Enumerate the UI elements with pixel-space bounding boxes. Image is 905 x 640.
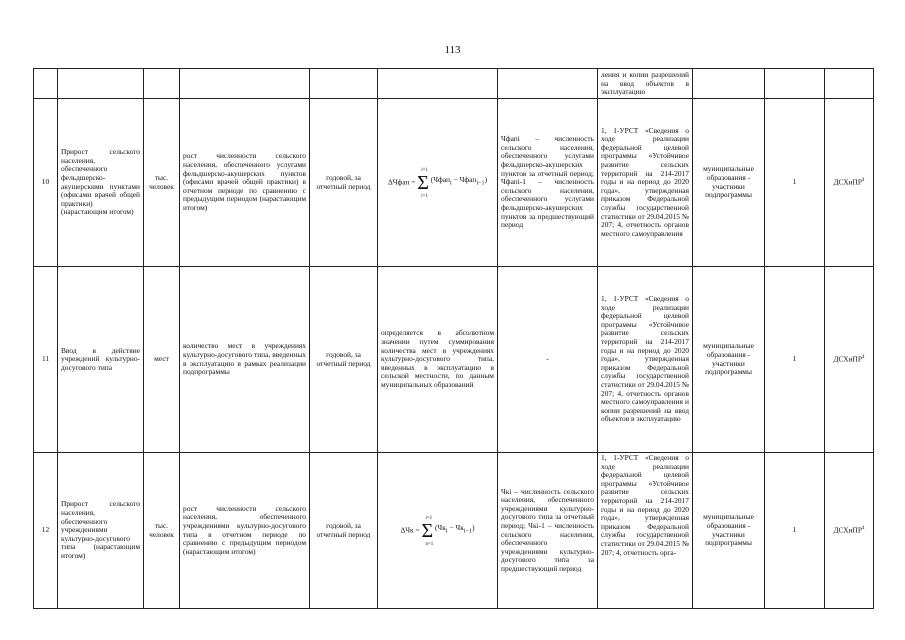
cell-source: ления и копии разрешений на ввод объектов в эксплуатацию — [598, 69, 693, 99]
cell-source: 1, 1-УРСТ «Сведения о ходе реализации федеральной целевой программы «Устойчивое развитие сельских территорий на 214-2017 годы и на период до 2020 года», утвержденная приказом Федеральной службы государственной статистики от 29.04.2015 № 207; 4, отчетность органов местного самоуправления — [598, 99, 693, 267]
cell-definition: количество мест в учреждениях культурно-досугового типа, введенных в эксплуатацию в рамках реализации подпрограммы — [180, 267, 310, 453]
formula-lhs: ΔЧк = — [400, 525, 420, 535]
cell-num: 12 — [34, 453, 58, 609]
cell-variables — [498, 69, 598, 99]
cell-formula — [378, 69, 498, 99]
formula-term-1: (Чк — [434, 523, 446, 533]
formula-close: ) — [484, 175, 488, 185]
table-row — [34, 453, 874, 609]
cell-owner — [825, 267, 874, 453]
cell-variables: Чкi – численность сельского населения, обеспеченного учреждениями культурно-досугового типа за отчетный период; Чкi-1 – численность сельского населения, обеспеченного учреждениями культурно-досугового типа за предшествующий период — [498, 453, 598, 609]
cell-owner — [825, 69, 874, 99]
cell-name: Ввод в действие учреждений культурно-досугового типа — [58, 267, 144, 453]
cell-period: годовой, за отчетный период — [310, 267, 378, 453]
owner-text: ДСХиПР — [833, 354, 863, 364]
formula-term-2: − Чфап — [451, 175, 477, 185]
page-number: 113 — [444, 44, 461, 56]
cell-responsible: муниципальные образования - участники подпрограммы — [693, 267, 765, 453]
formula-term-2: − Чк — [447, 523, 464, 533]
cell-priority: 1 — [765, 267, 825, 453]
sum-upper-limit: i=1 — [421, 167, 429, 173]
formula-subscript: i — [445, 528, 448, 535]
table-row-continued — [34, 69, 874, 99]
cell-unit: тыс. человек — [144, 99, 180, 267]
owner-text: ДСХиПР — [833, 525, 863, 535]
sum-upper-limit: i=1 — [425, 515, 433, 521]
cell-formula — [378, 453, 498, 609]
cell-responsible: муниципальные образования - участники подпрограммы — [693, 453, 765, 609]
footnote-mark: 4 — [862, 526, 865, 532]
cell-definition — [180, 69, 310, 99]
formula-term-1: (Чфап — [430, 175, 450, 185]
cell-definition: рост численности сельского населения, обеспеченного учреждениями культурно-досугового типа в отчетном периоде по сравнению с предыдущим периодом (нарастающим итогом) — [180, 453, 310, 609]
cell-unit — [144, 69, 180, 99]
cell-period: годовой, за отчетный период — [310, 453, 378, 609]
cell-owner — [825, 99, 874, 267]
formula-subscript: i−1 — [463, 528, 473, 535]
cell-source: 1, 1-УРСТ «Сведения о ходе реализации федеральной целевой программы «Устойчивое развитие сельских территорий на 214-2017 годы и на период до 2020 года», утвержденная приказом Федеральной службы государственной статистики от 29.04.2015 № 207; 4, отчетность орга- — [598, 453, 693, 609]
sum-lower-limit: i=1 — [421, 193, 429, 199]
sum-symbol: Σ i=1 i=1 — [417, 167, 429, 199]
formula-subscript: i−1 — [476, 180, 485, 187]
sum-lower-limit: n=1 — [425, 541, 434, 547]
cell-formula — [378, 99, 498, 267]
table-row — [34, 99, 874, 267]
formula-close: ) — [472, 523, 475, 533]
footnote-mark: 4 — [862, 355, 865, 361]
cell-variables: - — [498, 267, 598, 453]
cell-num: 11 — [34, 267, 58, 453]
cell-unit: мест — [144, 267, 180, 453]
cell-formula: определяется в абсолютном значении путем суммирования количества мест в учреждениях культурно-досугового типа, введенных в эксплуатацию в сельской местности, по данным муниципальных образований — [378, 267, 498, 453]
cell-name: Прирост сельского населения, обеспеченного фельдшерско-акушерскими пунктами (офисами врачей общей практики) (нарастающим итогом) — [58, 99, 144, 267]
formula-subscript: i — [450, 180, 452, 187]
cell-priority: 1 — [765, 99, 825, 267]
sum-symbol: Σ i=1 n=1 — [421, 515, 434, 547]
cell-responsible: муниципальные образования - участники подпрограммы — [693, 99, 765, 267]
cell-period: годовой, за отчетный период — [310, 99, 378, 267]
cell-priority: 1 — [765, 453, 825, 609]
cell-definition: рост численности сельского населения, обеспеченного услугами фельдшерско-акушерских пунктов (офисами врачей общей практики) в отчетном периоде по сравнению с предыдущим периодом (нарастающим итогом) — [180, 99, 310, 267]
cell-responsible — [693, 69, 765, 99]
cell-name — [58, 69, 144, 99]
indicators-table — [33, 68, 874, 609]
cell-num: 10 — [34, 99, 58, 267]
cell-priority — [765, 69, 825, 99]
cell-unit: тыс. человек — [144, 453, 180, 609]
cell-name: Прирост сельского населения, обеспеченного учреждениями культурно-досугового типа (нарастающим итогом) — [58, 453, 144, 609]
formula-lhs: ΔЧфап = — [387, 177, 416, 187]
cell-period — [310, 69, 378, 99]
cell-owner — [825, 453, 874, 609]
cell-num — [34, 69, 58, 99]
table-row — [34, 267, 874, 453]
footnote-mark: 4 — [862, 178, 865, 184]
cell-source: 1, 1-УРСТ «Сведения о ходе реализации федеральной целевой программы «Устойчивое развитие сельских территорий на 214-2017 годы и на период до 2020 года», утвержденная приказом Федеральной службы государственной статистики от 29.04.2015 № 207; 4, отчетность органов местного самоуправления и копии разрешений на ввод объектов в эксплуатацию — [598, 267, 693, 453]
cell-variables: Чфапi – численность сельского населения, обеспеченного услугами фельдшерско-акушерских пунктов за отчетный период; Чфапi-1 – численность сельского населения, обеспеченного услугами фельдшерско-акушерских пунктов за предшествующий период — [498, 99, 598, 267]
owner-text: ДСХиПР — [833, 177, 863, 187]
